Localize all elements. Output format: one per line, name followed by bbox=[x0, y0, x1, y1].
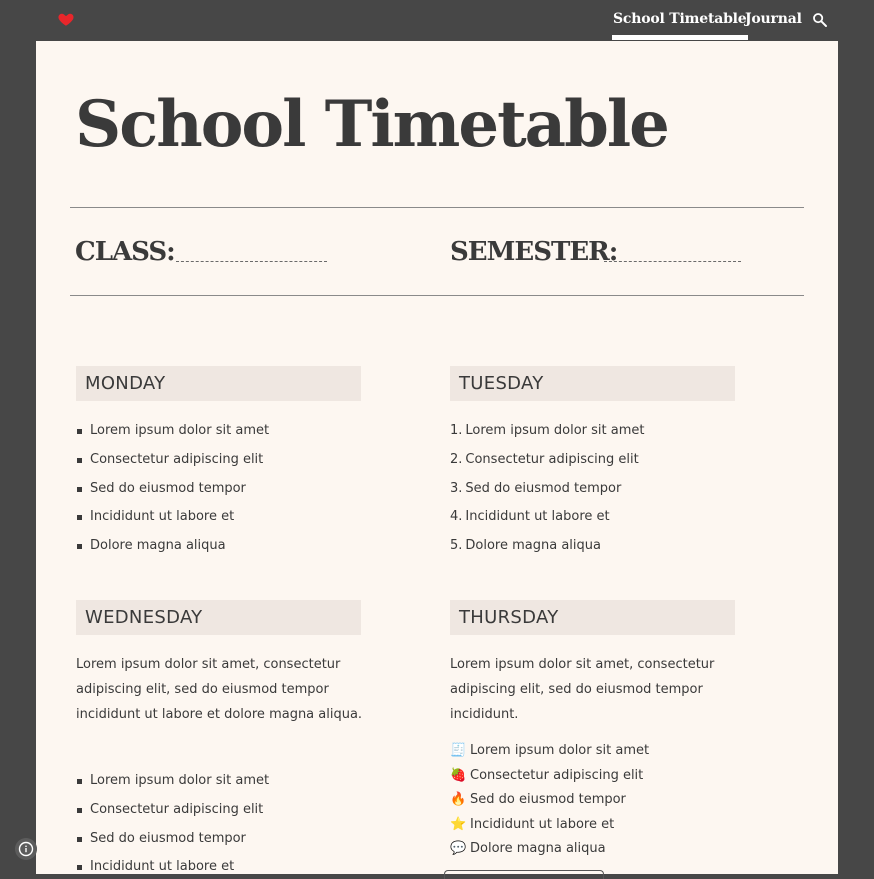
list-item: 5. Dolore magna aliqua bbox=[450, 538, 601, 554]
list-item: 🧾 Lorem ipsum dolor sit amet bbox=[450, 741, 649, 766]
list-item: Consectetur adipiscing elit bbox=[76, 800, 269, 829]
list-item: 2. Consectetur adipiscing elit bbox=[450, 451, 639, 467]
divider-bottom bbox=[70, 295, 804, 296]
semester-blank-line bbox=[604, 261, 741, 262]
list-item: Lorem ipsum dolor sit amet bbox=[76, 421, 269, 450]
wednesday-heading: WEDNESDAY bbox=[76, 600, 361, 635]
search-icon[interactable] bbox=[811, 11, 829, 29]
list-item: Consectetur adipiscing elit bbox=[76, 450, 269, 479]
fire-icon: 🔥 bbox=[450, 792, 467, 808]
page-title: School Timetable bbox=[75, 87, 668, 162]
thursday-list bbox=[450, 741, 649, 864]
speech-bubble-icon: 💬 bbox=[450, 841, 467, 857]
class-blank-line bbox=[176, 261, 327, 262]
wednesday-paragraph: Lorem ipsum dolor sit amet, consectetur adipiscing elit, sed do eiusmod tempor incididunt ut labore et dolore magna aliqua. bbox=[76, 657, 363, 722]
thursday-paragraph: Lorem ipsum dolor sit amet, consectetur adipiscing elit, sed do eiusmod tempor incididunt. bbox=[450, 657, 715, 722]
partial-button-outline bbox=[444, 870, 604, 879]
list-item: ⭐ Incididunt ut labore et bbox=[450, 815, 649, 840]
list-item: Sed do eiusmod tempor bbox=[76, 829, 269, 858]
wednesday-list bbox=[76, 771, 269, 874]
tuesday-heading: TUESDAY bbox=[450, 366, 735, 401]
list-item: Incididunt ut labore et bbox=[76, 857, 269, 874]
heart-icon[interactable] bbox=[57, 10, 75, 28]
list-item: 🔥 Sed do eiusmod tempor bbox=[450, 790, 649, 815]
list-item: Lorem ipsum dolor sit amet bbox=[76, 771, 269, 800]
class-label: CLASS: bbox=[75, 237, 175, 267]
page-content bbox=[36, 41, 838, 874]
list-item: 3. Sed do eiusmod tempor bbox=[450, 480, 622, 496]
monday-list bbox=[76, 421, 269, 565]
receipt-icon: 🧾 bbox=[450, 743, 467, 758]
list-item: 4. Incididunt ut labore et bbox=[450, 509, 610, 525]
list-item: 💬 Dolore magna aliqua bbox=[450, 839, 649, 864]
list-item: 1. Lorem ipsum dolor sit amet bbox=[450, 423, 645, 438]
info-icon[interactable] bbox=[15, 838, 37, 860]
monday-heading: MONDAY bbox=[76, 366, 361, 401]
nav-item-school-timetable[interactable]: School Timetable bbox=[613, 11, 747, 27]
list-item: Incididunt ut labore et bbox=[76, 507, 269, 536]
thursday-heading: THURSDAY bbox=[450, 600, 735, 635]
divider-top bbox=[70, 207, 804, 208]
semester-label: SEMESTER: bbox=[450, 237, 618, 267]
list-item: Dolore magna aliqua bbox=[76, 536, 269, 565]
list-item: Sed do eiusmod tempor bbox=[76, 479, 269, 508]
strawberry-icon: 🍓 bbox=[450, 767, 467, 783]
star-icon: ⭐ bbox=[450, 816, 467, 832]
tuesday-list bbox=[450, 421, 645, 565]
top-navigation-bar bbox=[0, 0, 874, 41]
nav-item-journal[interactable]: Journal bbox=[745, 11, 802, 27]
list-item: 🍓 Consectetur adipiscing elit bbox=[450, 766, 649, 791]
